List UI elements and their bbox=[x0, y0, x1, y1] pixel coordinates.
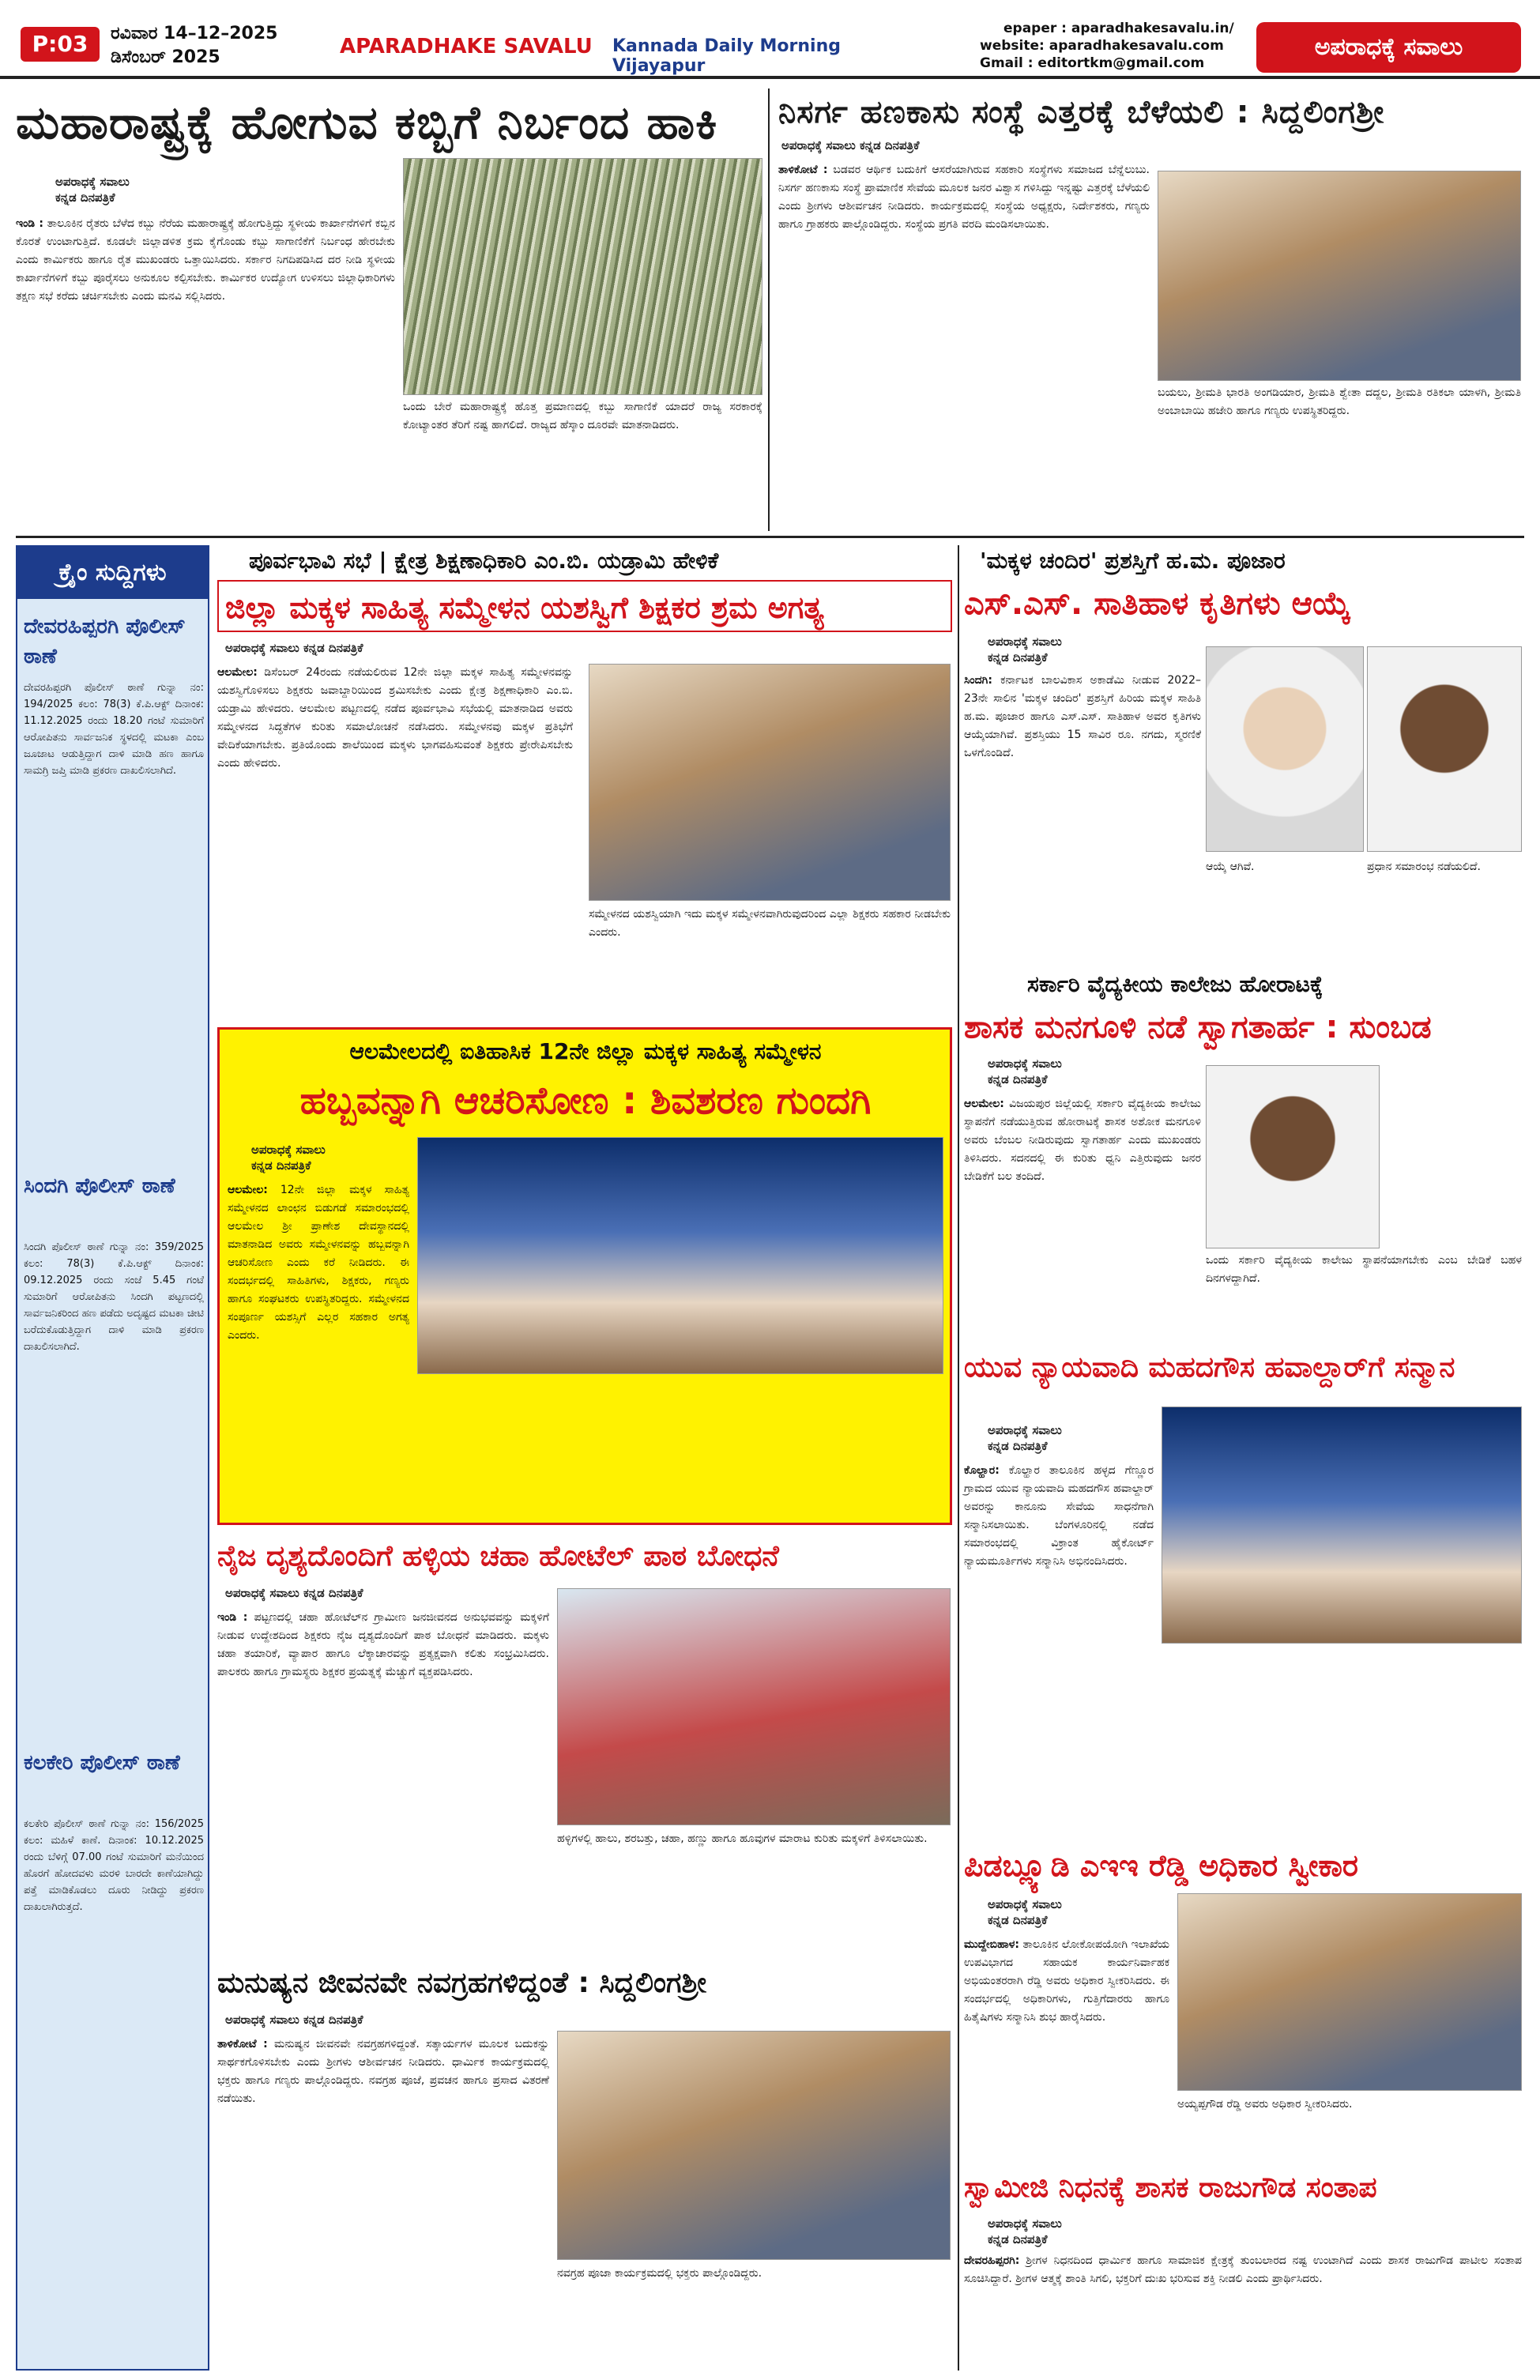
crime-body-3: ಕಲಕೇರಿ ಪೊಲೀಸ್ ಠಾಣೆ ಗುನ್ನಾ ನಂ: 156/2025 ಕಲಂ: ಮಹಿಳೆ ಕಾಣೆ. ದಿನಾಂಕ: 10.12.2025 ರಂದು ಬೆಳಿಗ್ಗೆ 07.00 ಗಂಟೆ ಸುಮಾರಿಗೆ ಮನೆಯಿಂದ ಹೊರಗೆ ಹೋದವಳು ಮರಳಿ ಬಾರದೇ ಕಾಣೆಯಾಗಿದ್ದು ಪತ್ತೆ ಮಾಡಿಕೊಡಲು ದೂರು ನೀಡಿದ್ದು ಪ್ರಕರಣ ದಾಖಲಾಗಿರುತ್ತದೆ. bbox=[24, 1818, 204, 1913]
byline-pwd-reddy-2: ಕನ್ನಡ ದಿನಪತ್ರಿಕೆ bbox=[988, 1913, 1048, 1927]
headline-swamiji: ಸ್ವಾಮೀಜಿ ನಿಧನಕ್ಕೆ ಶಾಸಕ ರಾಜುಗೌಡ ಸಂತಾಪ bbox=[964, 2171, 1377, 2204]
body-text-havaldar: ಕೊಲ್ಹಾರ ತಾಲೂಕಿನ ಹಳ್ಳದ ಗೆಣ್ಣೂರ ಗ್ರಾಮದ ಯುವ ನ್ಯಾಯವಾದಿ ಮಹದಗೌಸ ಹವಾಲ್ದಾರ್ ಅವರನ್ನು ಕಾನೂನು ಸೇವೆಯ ಸಾಧನೆಗಾಗಿ ಸನ್ಮಾನಿಸಲಾಯಿತು. ಬೆಂಗಳೂರಿನಲ್ಲಿ ನಡೆದ ಸಮಾರಂಭದಲ್ಲಿ ವಿಕ್ರಾಂತ ಹೈಕೋರ್ಟ್ ನ್ಯಾಯಮೂರ್ತಿಗಳು ಸನ್ಮಾನಿಸಿ ಅಭಿನಂದಿಸಿದರು. bbox=[964, 1464, 1154, 1568]
byline-havaldar-2: ಕನ್ನಡ ದಿನಪತ್ರಿಕೆ bbox=[988, 1439, 1048, 1453]
headline-sugarcane: ಮಹಾರಾಷ್ಟ್ರಕ್ಕೆ ಹೋಗುವ ಕಬ್ಬಿಗೆ ನಿರ್ಬಂದ ಹಾಕಿ bbox=[16, 96, 718, 149]
headline-navagraha: ಮನುಷ್ಯನ ಜೀವನವೇ ನವಗ್ರಹಗಳಿದ್ದಂತೆ : ಸಿದ್ದಲಿಂಗಶ್ರೀ bbox=[217, 1967, 707, 1999]
byline-sahitya-meet: ಅಪರಾಧಕ್ಕೆ ಸವಾಲು ಕನ್ನಡ ದಿನಪತ್ರಿಕೆ bbox=[225, 641, 363, 655]
body-text-habba: 12ನೇ ಜಿಲ್ಲಾ ಮಕ್ಕಳ ಸಾಹಿತ್ಯ ಸಮ್ಮೇಳನದ ಲಾಂಛನ ಬಿಡುಗಡೆ ಸಮಾರಂಭದಲ್ಲಿ ಆಲಮೇಲ ಶ್ರೀ ಪ್ರಾಣೇಶ ದೇವಸ್ಥಾನದಲ್ಲಿ ಮಾತನಾಡಿದ ಅವರು ಸಮ್ಮೇಳನವನ್ನು ಹಬ್ಬವನ್ನಾಗಿ ಆಚರಿಸೋಣ ಎಂದು ಕರೆ ನೀಡಿದರು. ಈ ಸಂದರ್ಭದಲ್ಲಿ ಸಾಹಿತಿಗಳು, ಶಿಕ್ಷಕರು, ಗಣ್ಯರು ಹಾಗೂ ಸಂಘಟಕರು ಉಪಸ್ಥಿತರಿದ್ದರು. ಸಮ್ಮೇಳನದ ಸಂಪೂರ್ಣ ಯಶಸ್ಸಿಗೆ ಎಲ್ಲರ ಸಹಕಾರ ಅಗತ್ಯ ಎಂದರು. bbox=[228, 1184, 409, 1342]
caption-makkala-chandira-right: ಪ್ರಧಾನ ಸಮಾರಂಭ ನಡೆಯಲಿದೆ. bbox=[1367, 860, 1481, 873]
crime-title-1: ದೇವರಹಿಪ್ಪರಗಿ ಪೊಲೀಸ್ ಠಾಣೆ bbox=[24, 615, 186, 668]
body-swamiji bbox=[964, 2252, 1522, 2371]
kicker-makkala-chandira: 'ಮಕ್ಕಳ ಚಂದಿರ' ಪ್ರಶಸ್ತಿಗೆ ಹ.ಮ. ಪೂಜಾರ bbox=[980, 548, 1286, 574]
crime-body-1: ದೇವರಹಿಪ್ಪರಗಿ ಪೊಲೀಸ್ ಠಾಣೆ ಗುನ್ನಾ ನಂ: 194/2025 ಕಲಂ: 78(3) ಕೆ.ಪಿ.ಆಕ್ಟ್ ದಿನಾಂಕ: 11.12.2025 ರಂದು 18.20 ಗಂಟೆ ಸುಮಾರಿಗೆ ಆರೋಪಿತನು ಸಾರ್ವಜನಿಕ ಸ್ಥಳದಲ್ಲಿ ಮಟಕಾ ಎಂಬ ಜೂಜಾಟ ಆಡುತ್ತಿದ್ದಾಗ ದಾಳಿ ಮಾಡಿ ಹಣ ಹಾಗೂ ಸಾಮಗ್ರಿ ಜಪ್ತಿ ಮಾಡಿ ಪ್ರಕರಣ ದಾಖಲಿಸಲಾಗಿದೆ. bbox=[24, 682, 204, 777]
headline-nisarga: ನಿಸರ್ಗ ಹಣಕಾಸು ಸಂಸ್ಥೆ ಎತ್ತರಕ್ಕೆ ಬೆಳೆಯಲಿ : ಸಿದ್ದಲಿಂಗಶ್ರೀ bbox=[778, 94, 1385, 130]
dateline-nisarga: ತಾಳಿಕೋಟೆ : bbox=[778, 164, 828, 176]
crime-title-2: ಸಿಂದಗಿ ಪೊಲೀಸ್ ಠಾಣೆ bbox=[24, 1174, 175, 1198]
crime-title-3: ಕಲಕೇರಿ ಪೊಲೀಸ್ ಠಾಣೆ bbox=[24, 1751, 180, 1775]
body-text-navagraha: ಮನುಷ್ಯನ ಜೀವನವೇ ನವಗ್ರಹಗಳಿದ್ದಂತೆ. ಸತ್ಕಾರ್ಯಗಳ ಮೂಲಕ ಬದುಕನ್ನು ಸಾರ್ಥಕಗೊಳಿಸಬೇಕು ಎಂದು ಶ್ರೀಗಳು ಆಶೀರ್ವಚನ ನೀಡಿದರು. ಧಾರ್ಮಿಕ ಕಾರ್ಯಕ್ರಮದಲ್ಲಿ ಭಕ್ತರು ಹಾಗೂ ಗಣ್ಯರು ಪಾಲ್ಗೊಂಡಿದ್ದರು. ನವಗ್ರಹ ಪೂಜೆ, ಪ್ರವಚನ ಹಾಗೂ ಪ್ರಸಾದ ವಿತರಣೆ ನಡೆಯಿತು. bbox=[217, 2038, 549, 2105]
logo bbox=[1256, 22, 1521, 73]
body-pwd-reddy bbox=[964, 1936, 1169, 2157]
headline-makkala-chandira: ಎಸ್.ಎಸ್. ಸಾತಿಹಾಳ ಕೃತಿಗಳು ಆಯ್ಕೆ bbox=[964, 586, 1351, 622]
dateline-sahitya-meet: ಆಲಮೇಲ: bbox=[217, 666, 258, 679]
caption-sugarcane: ಒಂದು ಬೇರೆ ಮಹಾರಾಷ್ಟ್ರಕ್ಕೆ ಹೊತ್ತ ಪ್ರಮಾಣದಲ್ಲಿ ಕಬ್ಬು ಸಾಗಾಣಿಕೆ ಯಾದರೆ ರಾಜ್ಯ ಸರಕಾರಕ್ಕೆ ಕೋಟ್ಯಾಂತರ ತೆರಿಗೆ ನಷ್ಟ ಹಾಗಲಿದೆ. ರಾಜ್ಯದ ಹೆಸ್ಕಾಂ ದೂರವೇ ಮಾತನಾಡಿದರು. bbox=[403, 401, 762, 431]
kicker-managuli: ಸರ್ಕಾರಿ ವೈದ್ಯಕೀಯ ಕಾಲೇಜು ಹೋರಾಟಕ್ಕೆ bbox=[1027, 971, 1323, 997]
story-sugarcane bbox=[16, 88, 765, 531]
body-text-makkala-chandira: ಕರ್ನಾಟಕ ಬಾಲವಿಕಾಸ ಅಕಾಡೆಮಿ ನೀಡುವ 2022–23ನೇ ಸಾಲಿನ 'ಮಕ್ಕಳ ಚಂದಿರ' ಪ್ರಶಸ್ತಿಗೆ ಹಿರಿಯ ಮಕ್ಕಳ ಸಾಹಿತಿ ಹ.ಮ. ಪೂಜಾರ ಹಾಗೂ ಎಸ್.ಎಸ್. ಸಾತಿಹಾಳ ಅವರ ಕೃತಿಗಳು ಆಯ್ಕೆಯಾಗಿವೆ. ಪ್ರಶಸ್ತಿಯು 15 ಸಾವಿರ ರೂ. ನಗದು, ಸ್ಮರಣಿಕೆ ಒಳಗೊಂಡಿದೆ. bbox=[964, 674, 1201, 759]
photo-managuli bbox=[1206, 1065, 1380, 1248]
story-tea-hotel bbox=[217, 1533, 952, 1952]
byline-swamiji-2: ಕನ್ನಡ ದಿನಪತ್ರಿಕೆ bbox=[988, 2232, 1048, 2246]
body-habba bbox=[228, 1181, 409, 1513]
headline-tea-hotel: ನೈಜ ದೃಶ್ಯದೊಂದಿಗೆ ಹಳ್ಳಿಯ ಚಹಾ ಹೋಟೆಲ್ ಪಾಠ ಬೋಧನೆ bbox=[217, 1540, 779, 1572]
body-sahitya-meet bbox=[217, 664, 573, 1019]
body-text-nisarga: ಬಡವರ ಆರ್ಥಿಕ ಬದುಕಿಗೆ ಆಸರೆಯಾಗಿರುವ ಸಹಕಾರಿ ಸಂಸ್ಥೆಗಳು ಸಮಾಜದ ಬೆನ್ನೆಲುಬು. ನಿಸರ್ಗ ಹಣಕಾಸು ಸಂಸ್ಥೆ ಪ್ರಾಮಾಣಿಕ ಸೇವೆಯ ಮೂಲಕ ಜನರ ವಿಶ್ವಾಸ ಗಳಿಸಿದ್ದು ಇನ್ನಷ್ಟು ಎತ್ತರಕ್ಕೆ ಬೆಳೆಯಲಿ ಎಂದು ಶ್ರೀಗಳು ಆಶೀರ್ವಚನ ನೀಡಿದರು. ಕಾರ್ಯಕ್ರಮದಲ್ಲಿ ಸಂಸ್ಥೆಯ ಅಧ್ಯಕ್ಷರು, ನಿರ್ದೇಶಕರು, ಗಣ್ಯರು ಹಾಗೂ ಗ್ರಾಹಕರು ಪಾಲ್ಗೊಂಡಿದ್ದರು. ಸಂಸ್ಥೆಯ ಪ್ರಗತಿ ವರದಿ ಮಂಡಿಸಲಾಯಿತು. bbox=[778, 164, 1150, 231]
divider-vertical-top bbox=[768, 88, 770, 531]
caption-pwd-reddy: ಅಯ್ಯಪ್ಪಗೌಡ ರೆಡ್ಡಿ ಅವರು ಅಧಿಕಾರ ಸ್ವೀಕರಿಸಿದರು. bbox=[1177, 2098, 1353, 2111]
divider-horizontal-top bbox=[16, 536, 1524, 538]
byline-havaldar-1: ಅಪರಾಧಕ್ಕೆ ಸವಾಲು bbox=[988, 1423, 1062, 1437]
caption-managuli: ಒಂದು ಸರ್ಕಾರಿ ವೈದ್ಯಕೀಯ ಕಾಲೇಜು ಸ್ಥಾಪನೆಯಾಗಬೇಕು ಎಂಬ ಬೇಡಿಕೆ ಬಹಳ ದಿನಗಳದ್ದಾಗಿದೆ. bbox=[1206, 1254, 1522, 1285]
byline-navagraha: ಅಪರಾಧಕ್ಕೆ ಸವಾಲು ಕನ್ನಡ ದಿನಪತ್ರಿಕೆ bbox=[225, 2013, 363, 2027]
paper-subtitle: Kannada Daily Morning Vijayapur bbox=[612, 36, 841, 76]
caption-tea-hotel: ಹಳ್ಳಿಗಳಲ್ಲಿ ಹಾಲು, ಶರಬತ್ತು, ಚಹಾ, ಹಣ್ಣು ಹಾಗೂ ಹೂವುಗಳ ಮಾರಾಟ ಕುರಿತು ಮಕ್ಕಳಿಗೆ ತಿಳಿಸಲಾಯಿತು. bbox=[557, 1832, 928, 1845]
logo-text: ಅಪರಾಧಕ್ಕೆ ಸವಾಲು bbox=[1314, 33, 1463, 61]
story-havaldar bbox=[964, 1343, 1524, 1833]
byline-habba-2: ಕನ್ನಡ ದಿನಪತ್ರಿಕೆ bbox=[251, 1158, 311, 1173]
byline-tea-hotel: ಅಪರಾಧಕ್ಕೆ ಸವಾಲು ಕನ್ನಡ ದಿನಪತ್ರಿಕೆ bbox=[225, 1586, 363, 1600]
photo-habba bbox=[417, 1137, 943, 1374]
story-managuli bbox=[964, 969, 1524, 1335]
paper-title: APARADHAKE SAVALU bbox=[340, 35, 593, 58]
dateline-swamiji: ದೇವರಹಿಪ್ಪರಗಿ: bbox=[964, 2254, 1020, 2267]
byline-sugarcane-2: ಕನ್ನಡ ದಿನಪತ್ರಿಕೆ bbox=[55, 190, 115, 205]
dateline-managuli: ಆಲಮೇಲ: bbox=[964, 1098, 1004, 1110]
epaper-link[interactable]: epaper : aparadhakesavalu.in/ bbox=[1003, 21, 1234, 36]
photo-navagraha bbox=[557, 2031, 951, 2260]
photo-sahitya-meet bbox=[589, 664, 951, 901]
body-text-swamiji: ಶ್ರೀಗಳ ನಿಧನದಿಂದ ಧಾರ್ಮಿಕ ಹಾಗೂ ಸಾಮಾಜಿಕ ಕ್ಷೇತ್ರಕ್ಕೆ ತುಂಬಲಾರದ ನಷ್ಟ ಉಂಟಾಗಿದೆ ಎಂದು ಶಾಸಕ ರಾಜುಗೌಡ ಪಾಟೀಲ ಸಂತಾಪ ಸೂಚಿಸಿದ್ದಾರೆ. ಶ್ರೀಗಳ ಆತ್ಮಕ್ಕೆ ಶಾಂತಿ ಸಿಗಲಿ, ಭಕ್ತರಿಗೆ ದುಃಖ ಭರಿಸುವ ಶಕ್ತಿ ನೀಡಲಿ ಎಂದು ಪ್ರಾರ್ಥಿಸಿದರು. bbox=[964, 2254, 1522, 2285]
date-line-2: ಡಿಸೆಂಬರ್ 2025 bbox=[111, 47, 220, 67]
photo-sugarcane bbox=[403, 158, 762, 395]
dateline-pwd-reddy: ಮುದ್ದೇಬಿಹಾಳ: bbox=[964, 1938, 1019, 1951]
byline-managuli-2: ಕನ್ನಡ ದಿನಪತ್ರಿಕೆ bbox=[988, 1072, 1048, 1086]
photo-satihal bbox=[1367, 646, 1522, 852]
dateline-tea-hotel: ಇಂಡಿ : bbox=[217, 1611, 248, 1624]
headline-managuli: ಶಾಸಕ ಮನಗೂಳಿ ನಡೆ ಸ್ವಾಗತಾರ್ಹ : ಸುಂಬಡ bbox=[964, 1009, 1432, 1045]
dateline-makkala-chandira: ಸಿಂದಗಿ: bbox=[964, 674, 992, 687]
dateline-navagraha: ತಾಳಿಕೋಟೆ : bbox=[217, 2038, 268, 2050]
photo-tea-hotel bbox=[557, 1588, 951, 1825]
caption-navagraha: ನವಗ್ರಹ ಪೂಜಾ ಕಾರ್ಯಕ್ರಮದಲ್ಲಿ ಭಕ್ತರು ಪಾಲ್ಗೊಂಡಿದ್ದರು. bbox=[557, 2267, 762, 2280]
page-number: P:03 bbox=[21, 27, 100, 62]
story-sahitya-meet bbox=[217, 545, 952, 1019]
website-link[interactable]: website: aparadhakesavalu.com bbox=[980, 38, 1224, 54]
body-text-sugarcane: ತಾಲೂಕಿನ ರೈತರು ಬೆಳೆದ ಕಬ್ಬು ನೆರೆಯ ಮಹಾರಾಷ್ಟ್ರಕ್ಕೆ ಹೋಗುತ್ತಿದ್ದು ಸ್ಥಳೀಯ ಕಾರ್ಖಾನೆಗಳಿಗೆ ಕಬ್ಬಿನ ಕೊರತೆ ಉಂಟಾಗುತ್ತಿದೆ. ಕೂಡಲೇ ಜಿಲ್ಲಾಡಳಿತ ಕ್ರಮ ಕೈಗೊಂಡು ಕಬ್ಬು ಸಾಗಾಣಿಕೆಗೆ ನಿರ್ಬಂಧ ಹೇರಬೇಕು ಎಂದು ಕಾರ್ಮಿಕರು ಹಾಗೂ ರೈತ ಮುಖಂಡರು ಒತ್ತಾಯಿಸಿದರು. ಸರ್ಕಾರ ನಿಗದಿಪಡಿಸಿದ ದರ ನೀಡಿ ಸ್ಥಳೀಯ ಕಾರ್ಖಾನೆಗಳಿಗೆ ಕಬ್ಬು ಪೂರೈಸಲು ಅನುಕೂಲ ಕಲ್ಪಿಸಬೇಕು. ಕಾರ್ಮಿಕರ ಉದ್ಯೋಗ ಉಳಿಸಲು ಜಿಲ್ಲಾಧಿಕಾರಿಗಳು ತಕ್ಷಣ ಸಭೆ ಕರೆದು ಚರ್ಚಿಸಬೇಕು ಎಂದು ಮನವಿ ಸಲ್ಲಿಸಿದರು. bbox=[16, 217, 395, 303]
body-havaldar bbox=[964, 1462, 1154, 1833]
gmail-link[interactable]: Gmail : editortkm@gmail.com bbox=[980, 55, 1205, 71]
body-sugarcane bbox=[16, 215, 395, 531]
dateline-sugarcane: ಇಂಡಿ : bbox=[16, 217, 43, 230]
byline-swamiji-1: ಅಪರಾಧಕ್ಕೆ ಸವಾಲು bbox=[988, 2216, 1062, 2231]
body-nisarga bbox=[778, 161, 1150, 531]
photo-nisarga bbox=[1158, 171, 1521, 381]
story-navagraha bbox=[217, 1960, 952, 2371]
photo-havaldar bbox=[1162, 1407, 1522, 1644]
crime-body-2: ಸಿಂದಗಿ ಪೊಲೀಸ್ ಠಾಣೆ ಗುನ್ನಾ ನಂ: 359/2025 ಕಲಂ: 78(3) ಕೆ.ಪಿ.ಆಕ್ಟ್ ದಿನಾಂಕ: 09.12.2025 ರಂದು ಸಂಜೆ 5.45 ಗಂಟೆ ಸುಮಾರಿಗೆ ಆರೋಪಿತನು ಸಿಂದಗಿ ಪಟ್ಟಣದಲ್ಲಿ ಸಾರ್ವಜನಿಕರಿಂದ ಹಣ ಪಡೆದು ಅದೃಷ್ಟದ ಮಟಕಾ ಚೀಟಿ ಬರೆದುಕೊಡುತ್ತಿದ್ದಾಗ ದಾಳಿ ಮಾಡಿ ಪ್ರಕರಣ ದಾಖಲಿಸಲಾಗಿದೆ. bbox=[24, 1241, 204, 1353]
date-line-1: ರವಿವಾರ 14–12–2025 bbox=[111, 24, 278, 43]
byline-nisarga: ಅಪರಾಧಕ್ಕೆ ಸವಾಲು ಕನ್ನಡ ದಿನಪತ್ರಿಕೆ bbox=[781, 138, 920, 153]
dateline-havaldar: ಕೊಲ್ಹಾರ: bbox=[964, 1464, 1000, 1477]
byline-makkala-chandira-2: ಕನ್ನಡ ದಿನಪತ್ರಿಕೆ bbox=[988, 650, 1048, 665]
body-tea-hotel bbox=[217, 1609, 549, 1952]
kicker-habba: ಆಲಮೇಲದಲ್ಲಿ ಐತಿಹಾಸಿಕ 12ನೇ ಜಿಲ್ಲಾ ಮಕ್ಕಳ ಸಾಹಿತ್ಯ ಸಮ್ಮೇಳನ bbox=[349, 1038, 822, 1064]
byline-pwd-reddy-1: ಅಪರಾಧಕ್ಕೆ ಸವಾಲು bbox=[988, 1897, 1062, 1911]
divider-vertical-right bbox=[958, 545, 959, 2371]
masthead bbox=[0, 0, 1540, 79]
caption-makkala-chandira-left: ಆಯ್ಕೆ ಆಗಿವೆ. bbox=[1206, 860, 1255, 873]
story-habba bbox=[217, 1027, 952, 1525]
crime-sidebar bbox=[16, 545, 209, 2371]
body-managuli bbox=[964, 1095, 1201, 1335]
body-makkala-chandira bbox=[964, 672, 1201, 964]
byline-sugarcane-1: ಅಪರಾಧಕ್ಕೆ ಸವಾಲು bbox=[55, 175, 130, 189]
headline-sahitya-meet: ಜಿಲ್ಲಾ ಮಕ್ಕಳ ಸಾಹಿತ್ಯ ಸಮ್ಮೇಳನ ಯಶಸ್ವಿಗೆ ಶಿಕ್ಷಕರ ಶ್ರಮ ಅಗತ್ಯ bbox=[217, 580, 952, 632]
body-text-pwd-reddy: ತಾಲೂಕಿನ ಲೋಕೋಪಯೋಗಿ ಇಲಾಖೆಯ ಉಪವಿಭಾಗದ ಸಹಾಯಕ ಕಾರ್ಯನಿರ್ವಾಹಕ ಅಭಿಯಂತರರಾಗಿ ರೆಡ್ಡಿ ಅವರು ಅಧಿಕಾರ ಸ್ವೀಕರಿಸಿದರು. ಈ ಸಂದರ್ಭದಲ್ಲಿ ಅಧಿಕಾರಿಗಳು, ಗುತ್ತಿಗೆದಾರರು ಹಾಗೂ ಹಿತೈಷಿಗಳು ಸನ್ಮಾನಿಸಿ ಶುಭ ಹಾರೈಸಿದರು. bbox=[964, 1938, 1169, 2024]
story-makkala-chandira bbox=[964, 545, 1524, 964]
caption-nisarga: ಬಯಲು, ಶ್ರೀಮತಿ ಭಾರತಿ ಅಂಗಡಿಯಾರ, ಶ್ರೀಮತಿ ಶ್ವೇತಾ ದದ್ದಲ, ಶ್ರೀಮತಿ ರತಿಕಲಾ ಯಾಳಗಿ, ಶ್ರೀಮತಿ ಅಂಬಾಬಾಯಿ ಹಜೇರಿ ಹಾಗೂ ಗಣ್ಯರು ಉಪಸ್ಥಿತರಿದ್ದರು. bbox=[1158, 386, 1521, 417]
byline-makkala-chandira-1: ಅಪರಾಧಕ್ಕೆ ಸವಾಲು bbox=[988, 635, 1062, 649]
headline-pwd-reddy: ಪಿಡಬ್ಲ್ಯೂಡಿ ಎಇಇ ರೆಡ್ಡಿ ಅಧಿಕಾರ ಸ್ವೀಕಾರ bbox=[964, 1848, 1359, 1883]
dateline-habba: ಆಲಮೇಲ: bbox=[228, 1184, 268, 1196]
body-text-sahitya-meet: ಡಿಸೆಂಬರ್ 24ರಂದು ನಡೆಯಲಿರುವ 12ನೇ ಜಿಲ್ಲಾ ಮಕ್ಕಳ ಸಾಹಿತ್ಯ ಸಮ್ಮೇಳನವನ್ನು ಯಶಸ್ವಿಗೊಳಿಸಲು ಶಿಕ್ಷಕರು ಜವಾಬ್ದಾರಿಯಿಂದ ಶ್ರಮಿಸಬೇಕು ಎಂದು ಕ್ಷೇತ್ರ ಶಿಕ್ಷಣಾಧಿಕಾರಿ ಎಂ.ಬಿ. ಯಡ್ರಾಮಿ ಹೇಳಿದರು. ಆಲಮೇಲ ಪಟ್ಟಣದಲ್ಲಿ ನಡೆದ ಪೂರ್ವಭಾವಿ ಸಭೆಯಲ್ಲಿ ಮಾತನಾಡಿದ ಅವರು ಸಮ್ಮೇಳನದ ಸಿದ್ಧತೆಗಳ ಕುರಿತು ಸಮಾಲೋಚನೆ ನಡೆಸಿದರು. ಸಮ್ಮೇಳನವು ಮಕ್ಕಳ ಪ್ರತಿಭೆಗೆ ವೇದಿಕೆಯಾಗಬೇಕು. ಪ್ರತಿಯೊಂದು ಶಾಲೆಯಿಂದ ಮಕ್ಕಳು ಭಾಗವಹಿಸುವಂತೆ ಶಿಕ್ಷಕರು ಪ್ರೇರೇಪಿಸಬೇಕು ಎಂದು ಹೇಳಿದರು. bbox=[217, 666, 574, 770]
body-navagraha bbox=[217, 2035, 549, 2371]
photo-puja bbox=[1206, 646, 1364, 852]
story-nisarga bbox=[778, 88, 1524, 531]
caption-sahitya-meet: ಸಮ್ಮೇಳನದ ಯಶಸ್ವಿಯಾಗಿ ಇದು ಮಕ್ಕಳ ಸಮ್ಮೇಳನವಾಗಿರುವುದರಿಂದ ಎಲ್ಲಾ ಶಿಕ್ಷಕರು ಸಹಕಾರ ನೀಡಬೇಕು ಎಂದರು. bbox=[589, 908, 951, 939]
body-text-managuli: ವಿಜಯಪುರ ಜಿಲ್ಲೆಯಲ್ಲಿ ಸರ್ಕಾರಿ ವೈದ್ಯಕೀಯ ಕಾಲೇಜು ಸ್ಥಾಪನೆಗೆ ನಡೆಯುತ್ತಿರುವ ಹೋರಾಟಕ್ಕೆ ಶಾಸಕ ಅಶೋಕ ಮನಗೂಳಿ ಅವರು ಬೆಂಬಲ ನೀಡಿರುವುದು ಸ್ವಾಗತಾರ್ಹ ಎಂದು ಮುಖಂಡರು ತಿಳಿಸಿದರು. ಸದನದಲ್ಲಿ ಈ ಕುರಿತು ಧ್ವನಿ ಎತ್ತಿರುವುದು ಜನರ ಬೇಡಿಕೆಗೆ ಬಲ ತಂದಿದೆ. bbox=[964, 1098, 1202, 1183]
crime-section-title: ಕ್ರೈಂ ಸುದ್ದಿಗಳು bbox=[17, 547, 208, 599]
headline-habba: ಹಬ್ಬವನ್ನಾಗಿ ಆಚರಿಸೋಣ : ಶಿವಶರಣ ಗುಂದಗಿ bbox=[299, 1079, 872, 1123]
story-pwd-reddy bbox=[964, 1841, 1524, 2157]
headline-havaldar: ಯುವ ನ್ಯಾಯವಾದಿ ಮಹದಗೌಸ ಹವಾಲ್ದಾರ್‌ಗೆ ಸನ್ಮಾನ bbox=[964, 1351, 1455, 1384]
byline-managuli-1: ಅಪರಾಧಕ್ಕೆ ಸವಾಲು bbox=[988, 1056, 1062, 1071]
story-swamiji bbox=[964, 2165, 1524, 2371]
byline-habba-1: ಅಪರಾಧಕ್ಕೆ ಸವಾಲು bbox=[251, 1143, 326, 1157]
kicker-sahitya-meet: ಪೂರ್ವಭಾವಿ ಸಭೆ | ಕ್ಷೇತ್ರ ಶಿಕ್ಷಣಾಧಿಕಾರಿ ಎಂ.ಬಿ. ಯಡ್ರಾಮಿ ಹೇಳಿಕೆ bbox=[249, 548, 719, 574]
photo-pwd-reddy bbox=[1177, 1893, 1522, 2091]
body-text-tea-hotel: ಪಟ್ಟಣದಲ್ಲಿ ಚಹಾ ಹೋಟೆಲ್‌ನ ಗ್ರಾಮೀಣ ಜನಜೀವನದ ಅನುಭವವನ್ನು ಮಕ್ಕಳಿಗೆ ನೀಡುವ ಉದ್ದೇಶದಿಂದ ಶಿಕ್ಷಕರು ನೈಜ ದೃಶ್ಯದೊಂದಿಗೆ ಪಾಠ ಬೋಧನೆ ಮಾಡಿದರು. ಮಕ್ಕಳು ಚಹಾ ತಯಾರಿಕೆ, ವ್ಯಾಪಾರ ಹಾಗೂ ಲೆಕ್ಕಾಚಾರವನ್ನು ಪ್ರತ್ಯಕ್ಷವಾಗಿ ಕಲಿತು ಸಂಭ್ರಮಿಸಿದರು. ಪಾಲಕರು ಹಾಗೂ ಗ್ರಾಮಸ್ಥರು ಶಿಕ್ಷಕರ ಪ್ರಯತ್ನಕ್ಕೆ ಮೆಚ್ಚುಗೆ ವ್ಯಕ್ತಪಡಿಸಿದರು. bbox=[217, 1611, 549, 1678]
